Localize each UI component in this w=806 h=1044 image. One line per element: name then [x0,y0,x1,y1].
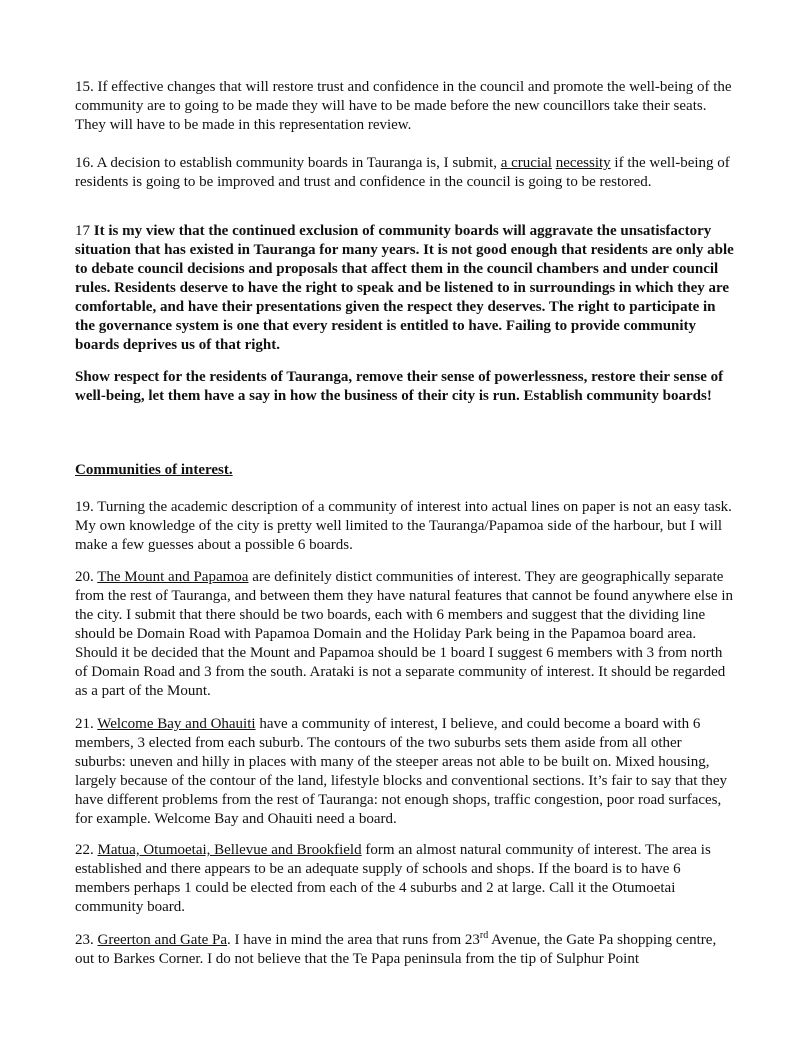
paragraph-number: 22. [75,842,98,858]
paragraph-number: 17 [75,223,94,239]
paragraph-15 [75,78,735,135]
paragraph-number: 20. [75,569,98,585]
paragraph-18 [75,368,735,406]
superscript: rd [479,930,489,941]
paragraph-16-text: 16. A decision to establish community boards in Tauranga is, I submit, [75,155,501,171]
underlined-phrase: Matua, Otumoetai, Bellevue and Brookfield [97,842,362,858]
paragraph-17-bold-text: It is my view that the continued exclusion of community boards will aggravate the unsatisfactory situation that has existed in Tauranga for many years. It is not good enough that residents are only able to debate council decisions and proposals that affect them in the council chambers and under council rules. Residents deserve to have the right to speak and be listened to in surroundings in which they are comfortable, and have their presentations given the respect they deserves. The right to participate in the governance system is one that every resident is entitled to have. Failing to provide community boards deprives us of that right. [75,223,734,353]
section-heading [75,461,735,480]
paragraph-20 [75,568,735,701]
paragraph-23 [75,931,735,969]
underlined-phrase: a crucial [500,155,552,171]
paragraph-22-text: form an almost natural community of interest. The area is established and there appears to be an adequate supply of schools and shops. If the board is to have 6 members perhaps 1 could be elected from each of the 4 suburbs and 2 at large. Call it the Otumoetai community board. [75,842,711,915]
paragraph-19 [75,498,735,555]
underlined-phrase: Welcome Bay and Ohauiti [97,716,256,732]
underlined-phrase: Greerton and Gate Pa [97,932,228,948]
paragraph-19-text: 19. Turning the academic description of a community of interest into actual lines on paper is not an easy task. My own knowledge of the city is pretty well limited to the Tauranga/Papamoa side of the harbour, but I will make a few guesses about a possible 6 boards. [75,499,732,553]
paragraph-23-text: . I have in mind the area that runs from 23 [227,932,480,948]
underlined-phrase: necessity [555,155,611,171]
paragraph-number: 21. [75,716,98,732]
section-heading-text: Communities of interest. [75,462,233,478]
paragraph-16-text-end: if the well-being of residents is going to be improved and trust and confidence in the council is going to be restored. [75,155,730,190]
paragraph-22 [75,841,735,917]
paragraph-17 [75,222,735,355]
underlined-phrase: The Mount and Papamoa [97,569,249,585]
paragraph-21 [75,715,735,829]
paragraph-number: 23. [75,932,98,948]
paragraph-23-text-end: Avenue, the Gate Pa shopping centre, out to Barkes Corner. I do not believe that the Te Papa peninsula from the tip of Sulphur Point [75,932,717,967]
paragraph-15-text: 15. If effective changes that will restore trust and confidence in the council and promote the well-being of the community are to going to be made they will have to be made before the new councillors take their seats. They will have to be made in this representation review. [75,79,732,133]
paragraph-20-text: are definitely distict communities of interest. They are geographically separate from the rest of Tauranga, and between them they have natural features that cannot be found anywhere else in the city. I submit that there should be two boards, each with 6 members and suggest that the dividing line should be Domain Road with Papamoa Domain and the Holiday Park being in the Papamoa board area. Should it be decided that the Mount and Papamoa should be 1 board I suggest 6 members with 3 from north of Domain Road and 3 from the south. Arataki is not a separate community of interest. It should be regarded as a part of the Mount. [75,569,733,699]
paragraph-21-text: have a community of interest, I believe, and could become a board with 6 members, 3 elected from each suburb. The contours of the two suburbs sets them aside from all other suburbs: uneven and hilly in places with many of the steeper areas not able to be built on. Mixed housing, largely because of the contour of the land, lifestyle blocks and conventional sections. It’s fair to say that they have different problems from the rest of Tauranga: not enough shops, traffic congestion, poor road surfaces, for example. Welcome Bay and Ohauiti need a board. [75,716,728,827]
paragraph-18-bold-text: Show respect for the residents of Tauranga, remove their sense of powerlessness, restore their sense of well-being, let them have a say in how the business of their city is run. Establish community boards! [75,369,724,404]
paragraph-16 [75,154,735,192]
